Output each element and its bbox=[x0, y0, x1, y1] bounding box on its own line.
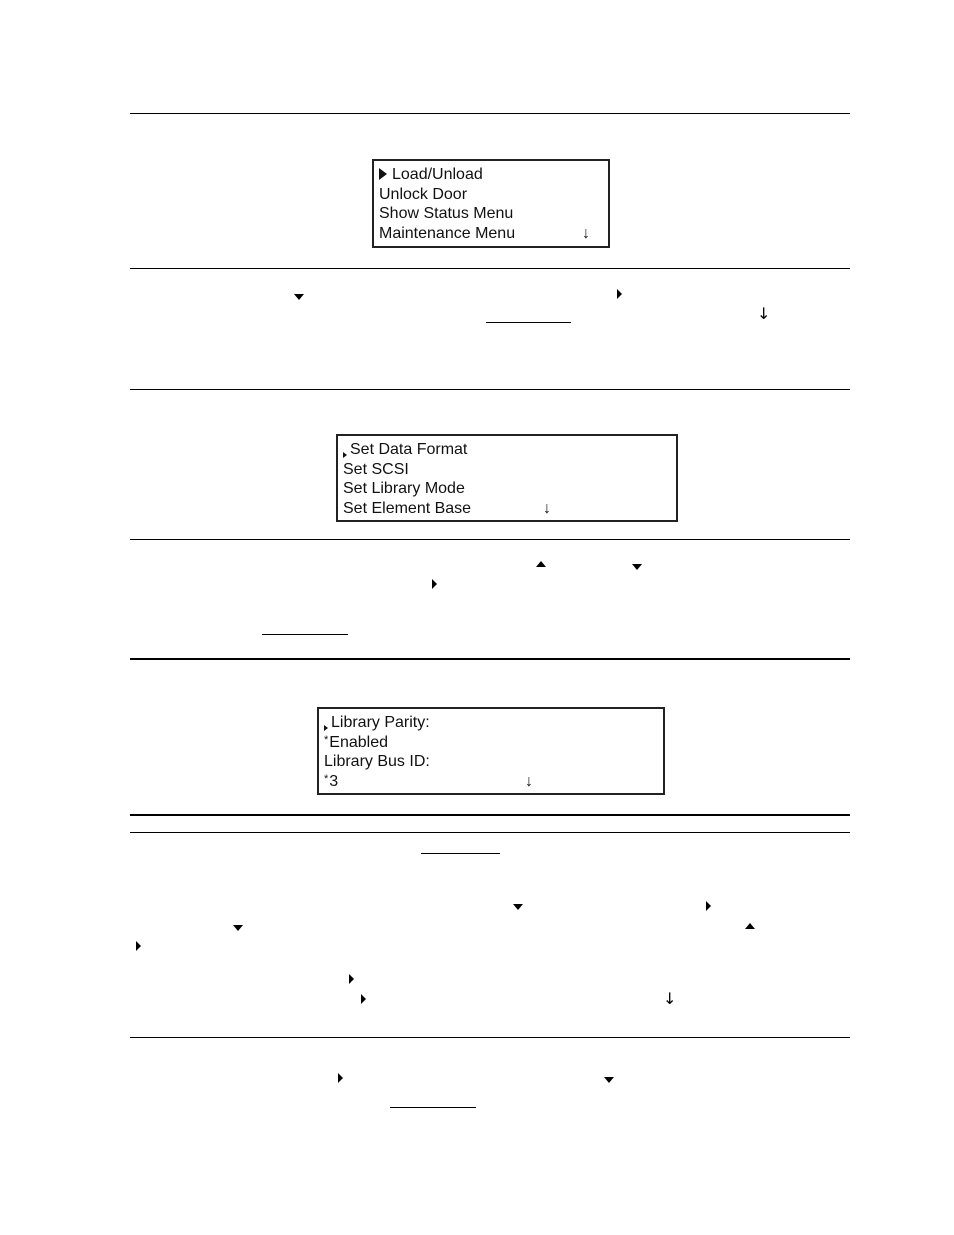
section-divider bbox=[130, 832, 850, 833]
enter-button-icon bbox=[338, 1073, 343, 1083]
section-divider bbox=[130, 389, 850, 390]
scroll-down-arrow-icon: ↓ bbox=[582, 224, 590, 242]
section-divider bbox=[130, 539, 850, 540]
section-divider bbox=[130, 814, 850, 816]
menu-item-set-data-format: Set Data Format bbox=[343, 440, 671, 460]
up-button-icon bbox=[536, 561, 546, 567]
scroll-down-arrow-icon: ↓ bbox=[757, 304, 771, 323]
lcd-config-menu bbox=[336, 434, 678, 522]
enter-button-icon bbox=[432, 579, 437, 589]
cross-reference-link[interactable] bbox=[262, 634, 348, 635]
enter-button-icon bbox=[361, 994, 366, 1004]
setting-label-bus-id: Library Bus ID: bbox=[324, 753, 430, 770]
setting-label-parity: Library Parity: bbox=[324, 713, 658, 733]
down-button-icon bbox=[294, 294, 304, 300]
section-divider bbox=[130, 113, 850, 114]
section-divider bbox=[130, 1037, 850, 1038]
cursor-pointer-icon bbox=[343, 452, 347, 458]
enter-button-icon bbox=[349, 974, 354, 984]
enter-button-icon bbox=[617, 289, 622, 299]
menu-item-maintenance: Maintenance Menu ↓ bbox=[379, 224, 590, 242]
enter-button-icon bbox=[136, 941, 141, 951]
cursor-pointer-icon bbox=[379, 168, 387, 180]
down-button-icon bbox=[632, 564, 642, 570]
menu-item-set-scsi: Set SCSI bbox=[343, 460, 409, 478]
menu-item-unlock-door: Unlock Door bbox=[379, 185, 468, 203]
menu-item-load-unload: Load/Unload bbox=[379, 165, 603, 185]
lcd-main-menu bbox=[372, 159, 610, 248]
cross-reference-link[interactable] bbox=[390, 1107, 476, 1108]
lcd-library-settings bbox=[317, 707, 665, 795]
section-divider bbox=[130, 658, 850, 660]
enter-button-icon bbox=[706, 901, 711, 911]
cursor-pointer-icon bbox=[324, 725, 328, 731]
menu-item-show-status: Show Status Menu bbox=[379, 205, 514, 222]
down-button-icon bbox=[513, 904, 523, 910]
cross-reference-link[interactable] bbox=[486, 322, 571, 323]
setting-value-bus-id: *3 ↓ bbox=[324, 772, 533, 790]
cross-reference-link[interactable] bbox=[421, 853, 500, 854]
menu-item-set-element-base: Set Element Base ↓ bbox=[343, 499, 551, 517]
menu-item-set-library-mode: Set Library Mode bbox=[343, 480, 465, 497]
current-value-marker: * bbox=[324, 772, 329, 785]
down-button-icon bbox=[233, 925, 243, 931]
up-button-icon bbox=[745, 923, 755, 929]
scroll-down-arrow-icon: ↓ bbox=[543, 499, 551, 517]
scroll-down-arrow-icon: ↓ bbox=[525, 772, 533, 790]
setting-value-parity: *Enabled bbox=[324, 733, 388, 751]
current-value-marker: * bbox=[324, 733, 329, 746]
section-divider bbox=[130, 268, 850, 269]
scroll-down-arrow-icon: ↓ bbox=[663, 989, 677, 1008]
down-button-icon bbox=[604, 1077, 614, 1083]
